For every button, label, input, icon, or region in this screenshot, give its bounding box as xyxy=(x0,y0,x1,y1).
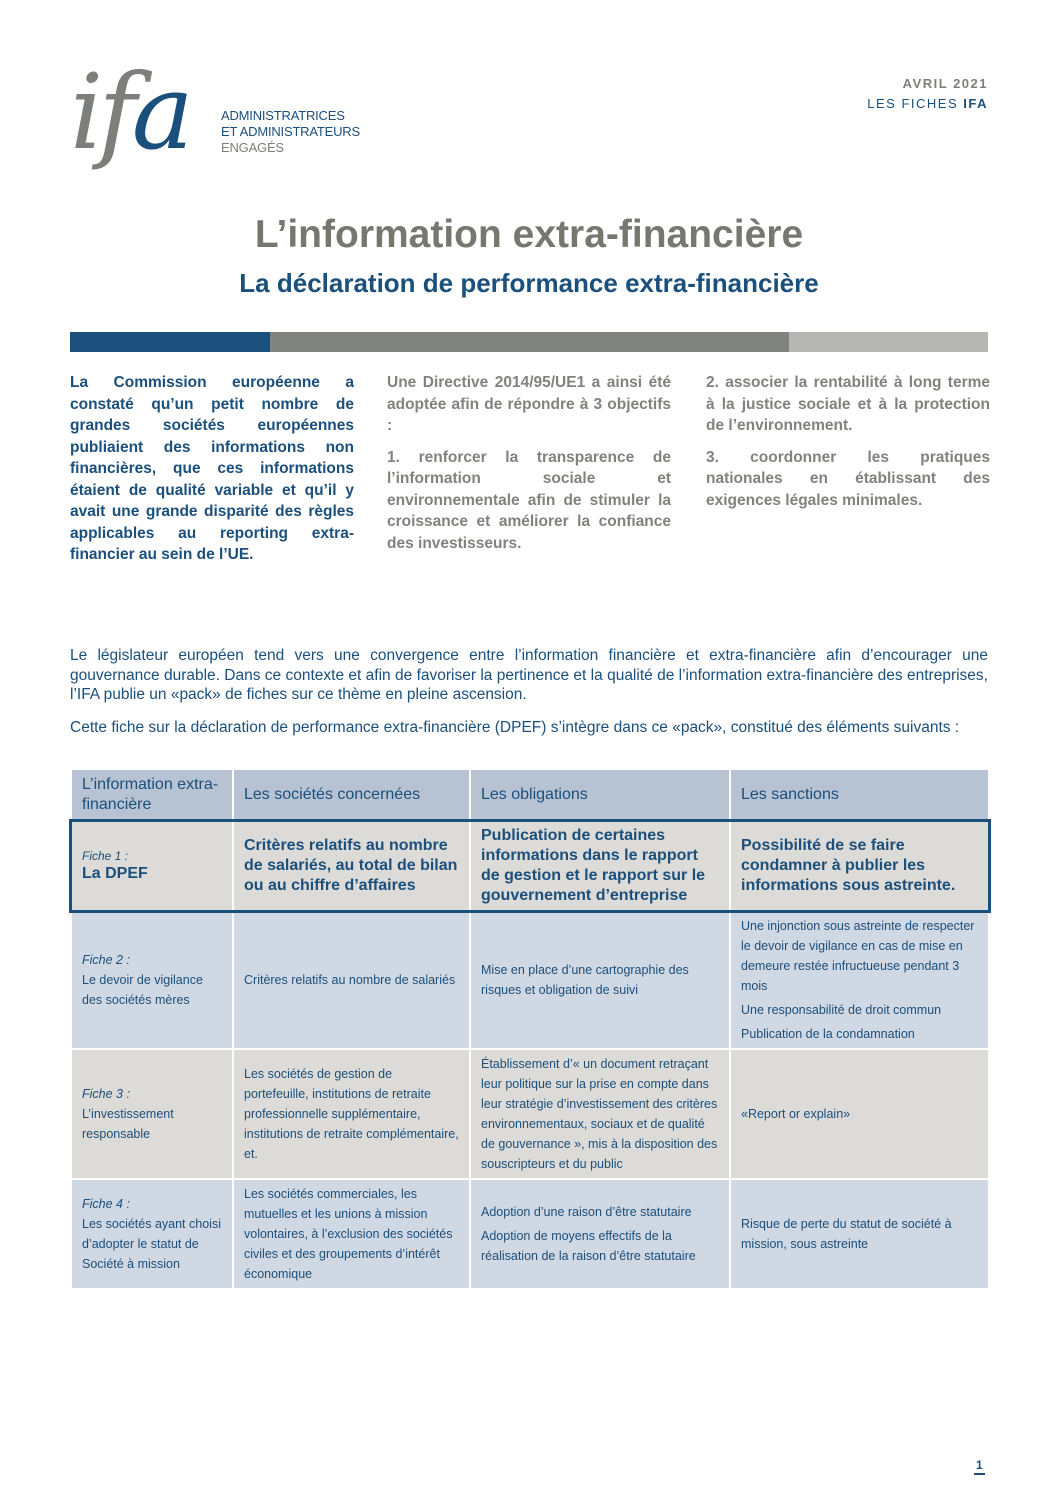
fiche-cell xyxy=(71,911,233,1049)
table-row xyxy=(71,911,989,1049)
page-title: L’information extra-financière xyxy=(254,213,804,256)
fiche-name: Le devoir de vigilance des sociétés mères xyxy=(82,973,203,1007)
sanction-item: Publication de la condamnation xyxy=(741,1027,915,1041)
divider-bar-blue xyxy=(70,332,270,352)
logo-tagline xyxy=(221,108,360,156)
logo-tagline-line-3: ENGAGÉS xyxy=(221,140,284,155)
column-2-paragraph-1: Une Directive 2014/95/UE1 a ainsi été adoptée afin de répondre à 3 objectifs : xyxy=(387,374,671,434)
concerned-cell: Les sociétés de gestion de portefeuille, institutions de retraite professionnelle supplémentaire, institutions de retraite complémentaire, et. xyxy=(233,1049,470,1179)
ifa-logo xyxy=(70,51,400,180)
header-cell-obligations: Les obligations xyxy=(470,769,730,821)
series-label xyxy=(867,94,988,114)
body-text xyxy=(70,646,988,750)
logo-mark-a: a xyxy=(131,51,189,173)
logo-tagline-line-1: ADMINISTRATRICES xyxy=(221,108,345,123)
column-2-paragraph-2: 1. renforcer la transparence de l’information sociale et environnementale afin de stimuler la croissance et améliorer la confiance des investisseurs. xyxy=(387,448,671,552)
fiche-number: Fiche 2 : xyxy=(82,953,130,967)
sanctions-cell: Risque de perte du statut de société à mission, sous astreinte xyxy=(730,1179,989,1289)
fiche-number: Fiche 3 : xyxy=(82,1087,130,1101)
concerned-cell: Les sociétés commerciales, les mutuelles et les unions à mission volontaires, à l’exclusion des sociétés civiles et des groupements d’intérêt économique xyxy=(233,1179,470,1289)
fiche-name: L’investissement responsable xyxy=(82,1107,174,1141)
fiche-number: Fiche 4 : xyxy=(82,1197,130,1211)
series-brand: IFA xyxy=(963,96,988,111)
fiche-number: Fiche 1 : xyxy=(82,849,129,863)
table-header-row xyxy=(71,769,989,821)
column-3-paragraph-1: 2. associer la rentabilité à long terme à la justice sociale et à la protection de l’environnement. xyxy=(706,374,990,434)
series-prefix: LES FICHES xyxy=(867,96,959,111)
divider-bar-light-grey xyxy=(789,332,988,352)
fiche-cell xyxy=(71,1049,233,1179)
obligations-cell xyxy=(470,1179,730,1289)
table-row xyxy=(71,1049,989,1179)
body-paragraph-2: Cette fiche sur la déclaration de performance extra-financière (DPEF) s’intègre dans ce «pack», constitué des éléments suivants : xyxy=(70,718,960,736)
fiche-name: Les sociétés ayant choisi d’adopter le statut de Société à mission xyxy=(82,1217,221,1271)
publication-date: AVRIL 2021 xyxy=(902,76,988,91)
sanctions-cell: Possibilité de se faire condamner à publier les informations sous astreinte. xyxy=(730,821,989,911)
intro-column-3 xyxy=(706,372,990,521)
sanctions-cell xyxy=(730,911,989,1049)
header-cell-sanctions: Les sanctions xyxy=(730,769,989,821)
concerned-cell: Critères relatifs au nombre de salariés xyxy=(233,911,470,1049)
table-row xyxy=(71,1179,989,1289)
page-number: 1 xyxy=(974,1458,985,1475)
sanction-item: Une injonction sous astreinte de respecter le devoir de vigilance en cas de mise en demeure restée infructueuse pendant 3 mois xyxy=(741,919,975,993)
intro-column-1 xyxy=(70,372,354,576)
logo-mark-if: if xyxy=(70,51,132,173)
current-fiche-highlight xyxy=(69,819,991,913)
column-3-paragraph-2: 3. coordonner les pratiques nationales en établissant des exigences légales minimales. xyxy=(706,448,990,509)
column-1-paragraph: La Commission européenne a constaté qu’un petit nombre de grandes sociétés européennes publiaient des informations non financières, que ces informations étaient de qualité variable et qu’il y avait une grande disparité des règles applicables au reporting extra-financier au sein de l’UE. xyxy=(70,374,354,563)
intro-column-2 xyxy=(387,372,671,564)
ifa-logo-mark xyxy=(70,51,189,173)
obligation-item: Adoption d’une raison d’être statutaire xyxy=(481,1205,692,1219)
header-cell-concerned: Les sociétés concernées xyxy=(233,769,470,821)
fiche-name: La DPEF xyxy=(82,865,148,882)
page-subtitle: La déclaration de performance extra-financière xyxy=(239,268,819,298)
divider-bar-grey xyxy=(270,332,789,352)
sanctions-cell: «Report or explain» xyxy=(730,1049,989,1179)
logo-tagline-line-2: ET ADMINISTRATEURS xyxy=(221,124,360,139)
obligation-item: Adoption de moyens effectifs de la réalisation de la raison d’être statutaire xyxy=(481,1229,696,1263)
obligations-cell: Établissement d’« un document retraçant leur politique sur la prise en compte dans leur stratégie d’investissement des critères environnementaux, sociaux et de qualité de gouvernance », mis à la disposition des souscripteurs et du public xyxy=(470,1049,730,1179)
sanction-item: Une responsabilité de droit commun xyxy=(741,1003,942,1017)
header-meta xyxy=(867,74,988,114)
header-cell-information: L’information extra-financière xyxy=(71,769,233,821)
concerned-cell: Critères relatifs au nombre de salariés, au total de bilan ou au chiffre d’affaires xyxy=(233,821,470,911)
obligations-cell: Mise en place d’une cartographie des risques et obligation de suivi xyxy=(470,911,730,1049)
body-paragraph-1: Le législateur européen tend vers une convergence entre l’information financière et extra-financière afin d’encourager une gouvernance durable. Dans ce contexte et afin de favoriser la pertinence et la qualité de l’information extra-financière des entreprises, l’IFA publie un «pack» de fiches sur ce thème en pleine ascension. xyxy=(70,647,988,703)
obligations-cell: Publication de certaines informations dans le rapport de gestion et le rapport sur le gouvernement d’entreprise xyxy=(470,821,730,911)
fiche-cell xyxy=(71,1179,233,1289)
